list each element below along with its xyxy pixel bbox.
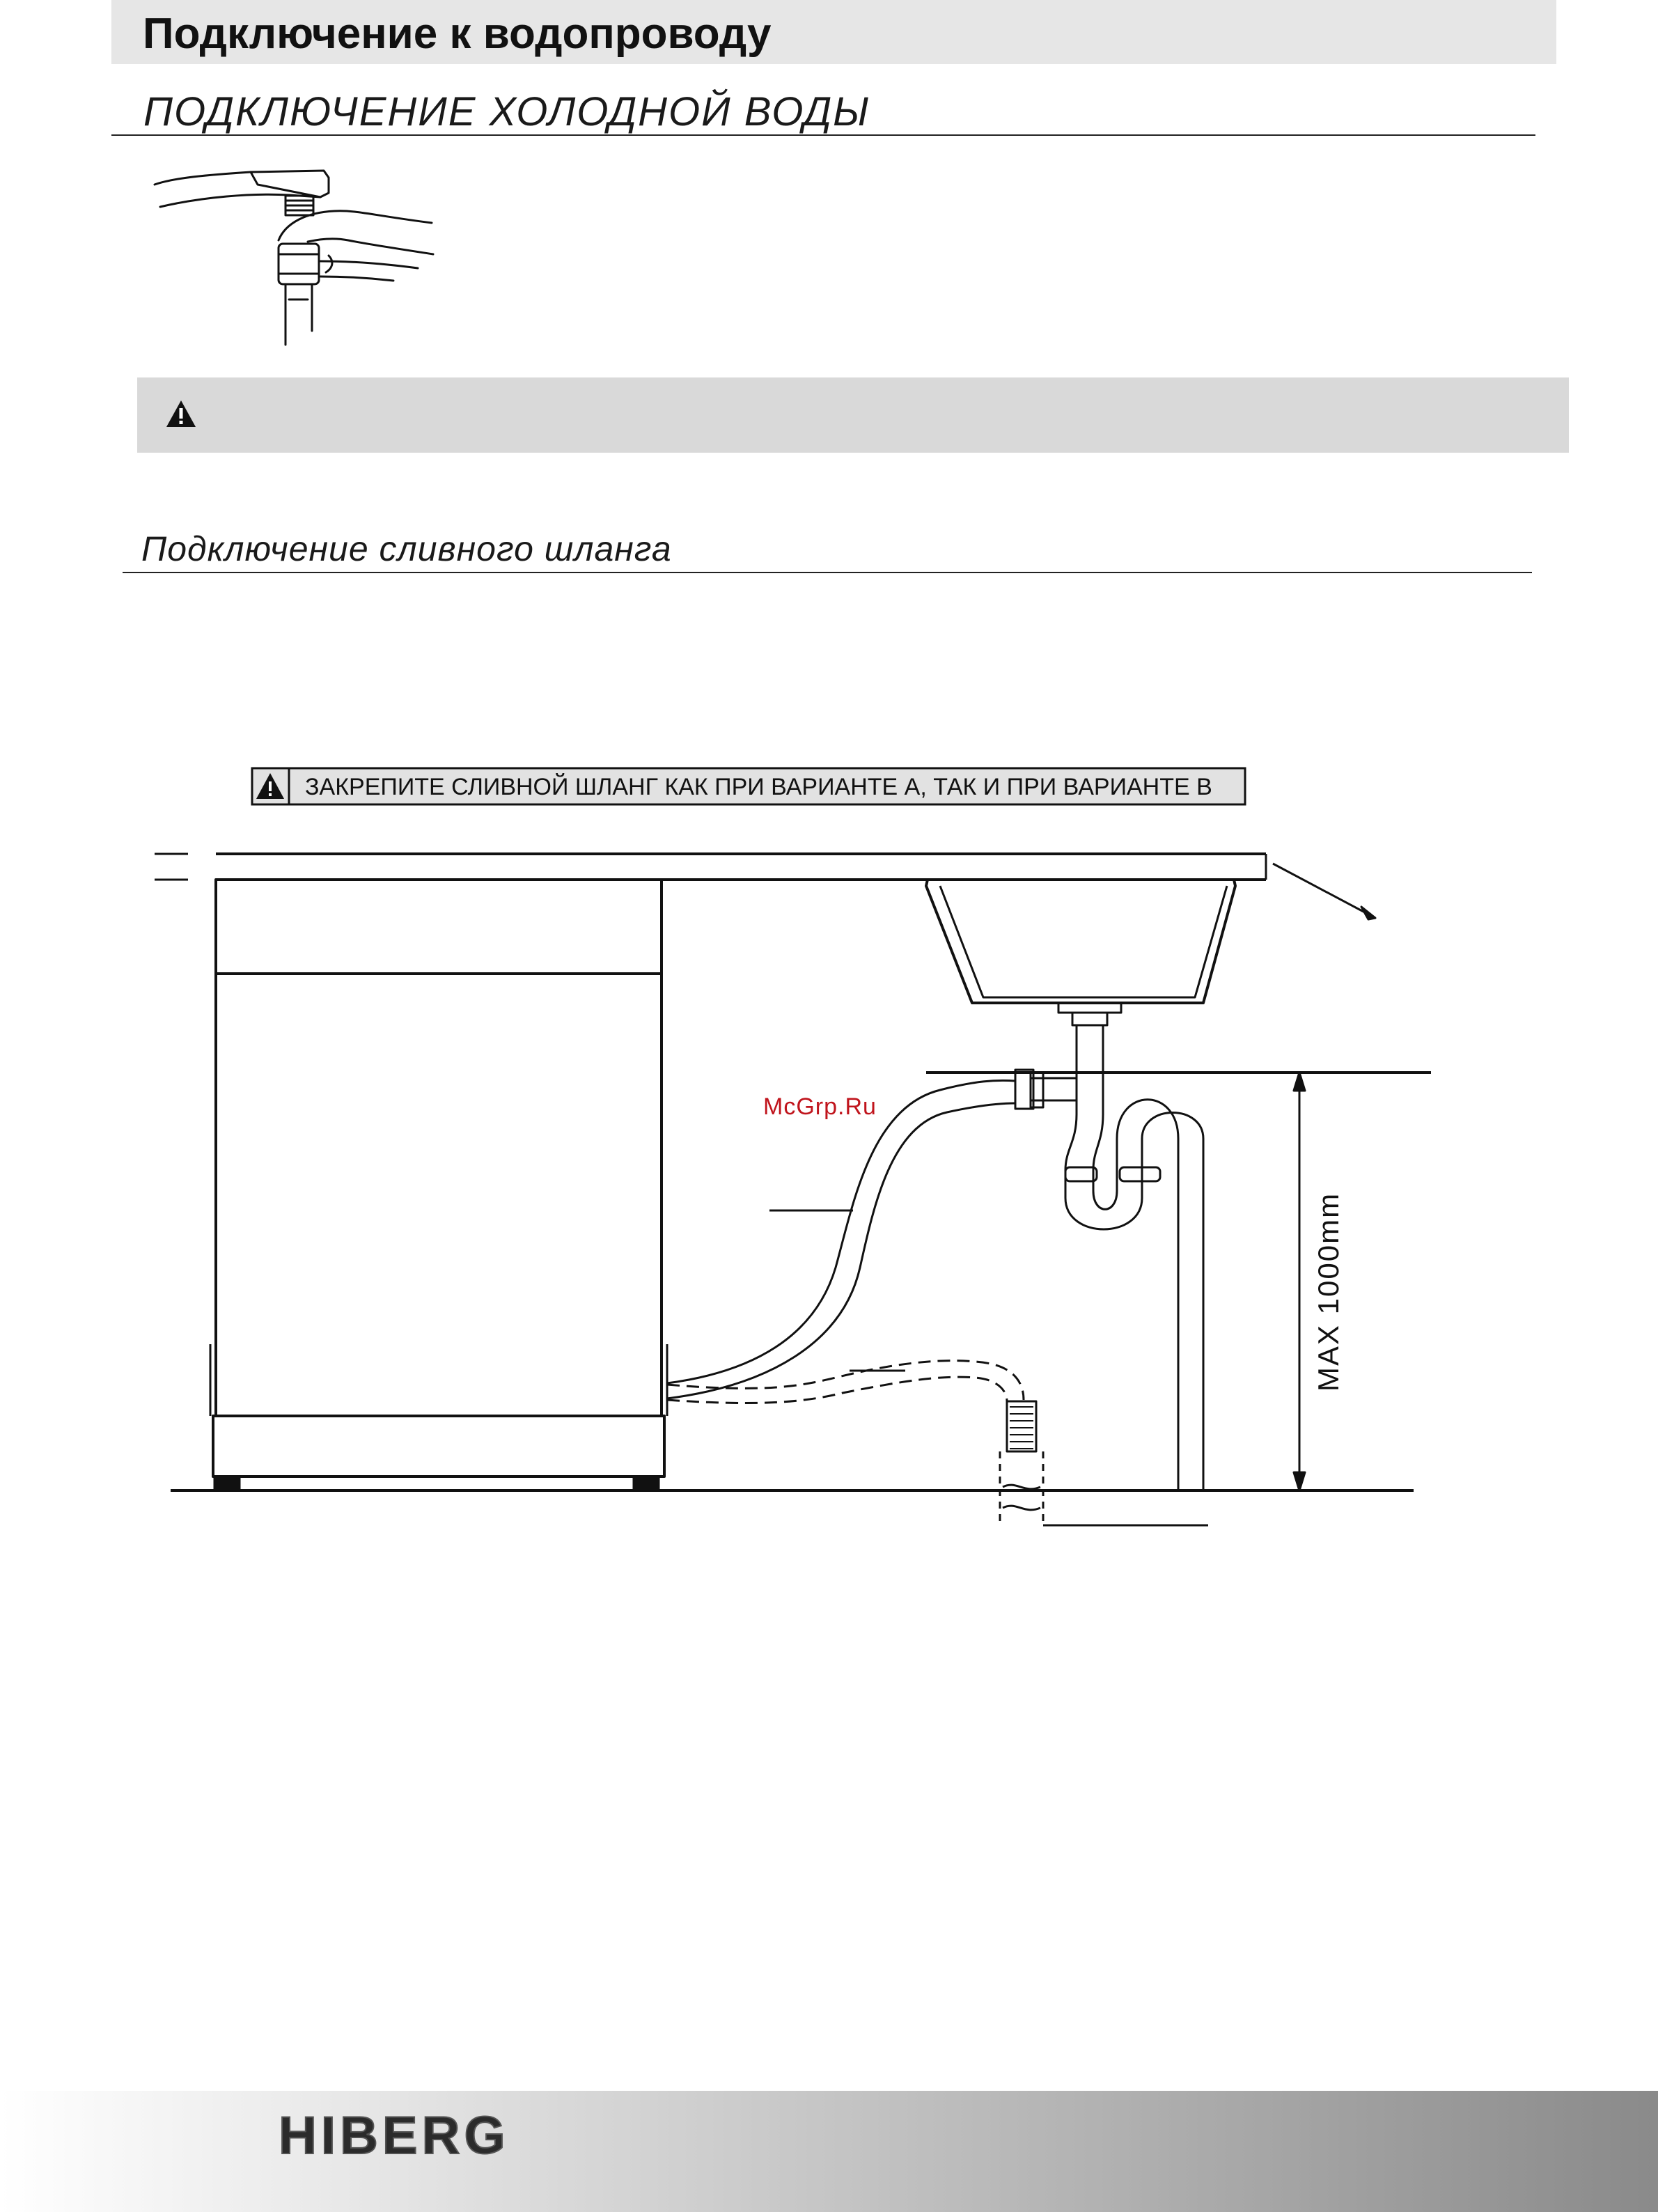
cold-water-section-title: ПОДКЛЮЧЕНИЕ ХОЛОДНОЙ ВОДЫ [143, 89, 870, 134]
drain-warning-text: ЗАКРЕПИТЕ СЛИВНОЙ ШЛАНГ КАК ПРИ ВАРИАНТЕ А, ТАК И ПРИ ВАРИАНТЕ В [305, 774, 1212, 800]
drain-hose-section-title: Подключение сливного шланга [141, 529, 672, 568]
page-title: Подключение к водопроводу [143, 10, 772, 58]
footer-band [0, 2091, 1658, 2212]
watermark: McGrp.Ru [763, 1093, 877, 1120]
max-height-label: MAX 1000mm [1312, 1192, 1345, 1392]
brand-logo: HIBERG [279, 2106, 510, 2165]
drain-warning-label [252, 768, 1245, 804]
